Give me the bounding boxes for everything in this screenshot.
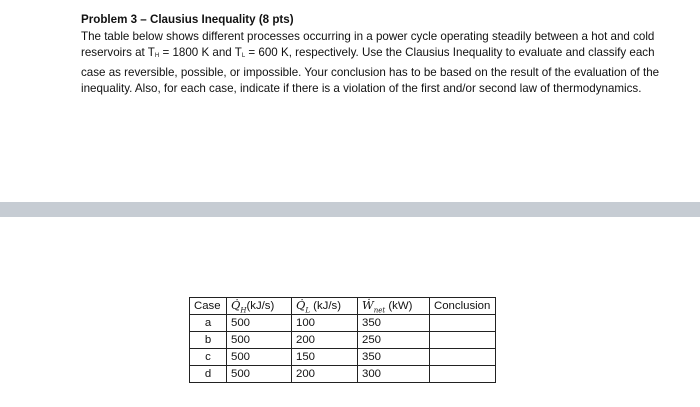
header-conclusion: Conclusion — [430, 298, 496, 315]
header-case: Case — [190, 298, 227, 315]
conclusion-cell — [430, 366, 496, 383]
wnet-cell: 350 — [358, 349, 430, 366]
qh-cell: 500 — [227, 366, 292, 383]
case-cell: c — [190, 349, 227, 366]
problem-text-1: The table below shows different processes occurring in a power cycle operating steadily between a hot and cold reservoirs at T — [81, 29, 655, 60]
qh-symbol: $Q̇_H$ — [231, 298, 247, 315]
cases-table — [189, 297, 496, 383]
header-wnet — [358, 298, 430, 315]
ql-cell: 200 — [292, 366, 358, 383]
case-cell: a — [190, 315, 227, 332]
table-header-row — [190, 298, 496, 315]
problem-statement — [81, 12, 681, 98]
header-qh — [227, 298, 292, 315]
table-row — [190, 332, 496, 349]
ql-cell: 200 — [292, 332, 358, 349]
table-row — [190, 315, 496, 332]
conclusion-cell — [430, 332, 496, 349]
table-row — [190, 366, 496, 383]
ql-cell: 100 — [292, 315, 358, 332]
case-cell: b — [190, 332, 227, 349]
ql-cell: 150 — [292, 349, 358, 366]
qh-cell: 500 — [227, 315, 292, 332]
problem-title: Problem 3 – Clausius Inequality (8 pts) — [81, 13, 294, 26]
problem-text-2: = 1800 K and T — [159, 46, 242, 60]
conclusion-cell — [430, 349, 496, 366]
case-cell: d — [190, 366, 227, 383]
wnet-symbol: $Ẇ_{net}$ — [362, 298, 386, 315]
problem-body — [81, 29, 681, 98]
qh-unit: (kJ/s) — [246, 300, 275, 312]
conclusion-cell — [430, 315, 496, 332]
divider-band — [0, 202, 700, 217]
problem-text-3: = 600 K, respectively. Use the Clausius Inequality to evaluate and classify each case as reversible, possible, or impossible. Your conclusion has to be based on the result of the evaluation of the inequality. Also, for each case, indicate if there is a violation of the first and/or second law of thermodynamics. — [81, 46, 660, 96]
qh-cell: 500 — [227, 332, 292, 349]
wnet-unit: (kW) — [385, 300, 413, 312]
wnet-cell: 300 — [358, 366, 430, 383]
cold-subscript: L — [241, 53, 246, 60]
table-row — [190, 349, 496, 366]
wnet-cell: 250 — [358, 332, 430, 349]
hot-subscript: H — [154, 53, 160, 60]
ql-unit: (kJ/s) — [310, 300, 342, 312]
wnet-cell: 350 — [358, 315, 430, 332]
qh-cell: 500 — [227, 349, 292, 366]
ql-symbol: $Q̇_L$ — [296, 298, 310, 315]
header-ql — [292, 298, 358, 315]
